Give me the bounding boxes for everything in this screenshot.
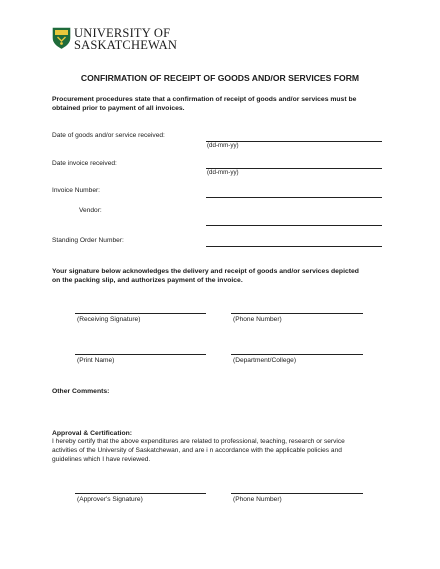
approval-line1: I hereby certify that the above expenditures are related to professional, teaching, research or service [52,438,345,445]
print-name-label: (Print Name) [77,357,115,364]
approval-line3: guidelines which I have reviewed. [52,456,151,463]
vendor-field[interactable] [206,225,382,226]
vendor-label: Vendor: [79,207,102,214]
receiving-signature-field[interactable] [75,313,206,314]
phone-number-label-2: (Phone Number) [233,496,282,503]
shield-crest-icon [52,27,71,49]
approval-line2: activities of the University of Saskatchewan, and are i n accordance with the applicable policies and [52,447,342,454]
receiving-signature-label: (Receiving Signature) [77,316,141,323]
university-name-line2: SASKATCHEWAN [74,38,178,52]
approval-heading: Approval & Certification: [52,430,133,437]
print-name-field[interactable] [75,354,206,355]
approver-signature-label: (Approver's Signature) [77,496,143,503]
phone-number-field-1[interactable] [231,313,363,314]
university-name-line1: UNIVERSITY OF [74,26,171,40]
date-goods-field[interactable]: (dd-mm-yy) [207,142,239,149]
form-title: CONFIRMATION OF RECEIPT OF GOODS AND/OR SERVICES FORM [80,73,360,83]
department-field[interactable] [231,354,363,355]
phone-number-label-1: (Phone Number) [233,316,282,323]
invoice-number-field[interactable] [206,197,382,198]
date-goods-line [206,141,382,142]
phone-number-field-2[interactable] [231,493,363,494]
department-label: (Department/College) [233,357,297,364]
ack-line2: on the packing slip, and authorizes payment of the invoice. [52,277,243,284]
intro-line2: obtained prior to payment of all invoices. [52,105,185,112]
date-goods-label: Date of goods and/or service received: [52,132,165,139]
standing-order-field[interactable] [206,246,382,247]
ack-line1: Your signature below acknowledges the delivery and receipt of goods and/or services depicted [52,268,359,275]
invoice-number-label: Invoice Number: [52,187,101,194]
date-invoice-line [206,168,382,169]
date-invoice-label: Date invoice received: [52,160,117,167]
approver-signature-field[interactable] [75,493,206,494]
date-invoice-field[interactable]: (dd-mm-yy) [207,169,239,176]
other-comments-label: Other Comments: [52,388,110,395]
intro-line1: Procurement procedures state that a confirmation of receipt of goods and/or services must be [52,96,357,103]
standing-order-label: Standing Order Number: [52,237,124,244]
